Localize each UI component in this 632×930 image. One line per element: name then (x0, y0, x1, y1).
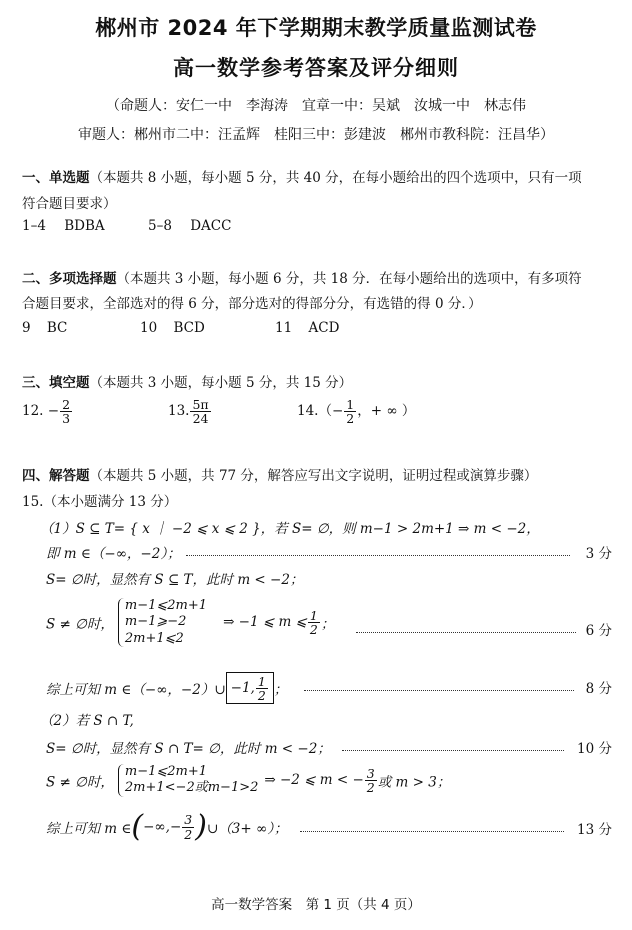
answer-value: BCD (173, 320, 205, 336)
answer-q13 (168, 398, 212, 425)
section1-desc-cont: 符合题目要求） (22, 196, 117, 212)
question-15-header: 15.（本小题满分 13 分） (22, 494, 178, 510)
question-label: 13. (168, 403, 190, 420)
fraction-numerator: 1 (309, 607, 318, 623)
case-label: S ≠ ∅时， (46, 616, 114, 633)
answer-number: 10 (140, 320, 158, 336)
implication: ⇒ −2 ⩽ m < − (264, 772, 364, 789)
interval-tail: ∪（3+ ∞）； (206, 821, 288, 837)
fraction (365, 767, 377, 794)
inequality-system (118, 764, 258, 797)
leader-dots (186, 555, 570, 556)
fraction-numerator: 1 (257, 673, 266, 689)
fraction (344, 398, 356, 425)
fraction-denominator: 2 (184, 826, 193, 842)
closed-interval (226, 672, 274, 704)
conclusion-text: 综上可知 m ∈（−∞，−2）∪ (46, 682, 226, 698)
answer-label: 5–8 (148, 218, 172, 234)
answer-value: ACD (308, 320, 340, 336)
q15-part2-case (46, 764, 450, 797)
interval-tail: 或 m > 3； (377, 774, 451, 791)
section1-answers-a (22, 218, 105, 234)
section2-heading (22, 267, 582, 287)
question-label: 12. − (22, 403, 60, 420)
inequality-system (118, 598, 207, 647)
question-label: 14.（− (297, 403, 344, 420)
proposers-line: （命题人：安仁一中 李海涛 宜章一中：吴斌 汝城一中 林志伟 (106, 98, 526, 114)
leader-dots (342, 750, 564, 751)
fraction-denominator: 2 (346, 411, 355, 427)
section2-answer (275, 320, 339, 336)
punctuation: ； (273, 682, 288, 698)
fraction-denominator: 2 (309, 621, 318, 637)
right-paren: ) (195, 809, 207, 844)
section4-title: 四、解答题 (22, 468, 90, 484)
section3-title: 三、填空题 (22, 375, 90, 391)
fraction (182, 813, 194, 840)
fraction-denominator: 2 (257, 688, 266, 703)
fraction (308, 609, 320, 636)
conclusion-text: 综上可知 m ∈ (46, 821, 132, 837)
fraction (256, 675, 268, 702)
q15-part1-line2: 即 m ∈（−∞，−2）； (46, 546, 181, 562)
section3-heading (22, 371, 352, 391)
section2-answer (140, 320, 205, 336)
leader-dots (304, 690, 574, 691)
section2-answer (22, 320, 67, 336)
leader-dots (356, 632, 576, 633)
score-8: 8 分 (585, 681, 612, 697)
q15-part2-conclusion (46, 809, 288, 844)
inequality: m−1⩽2m+1 (124, 598, 208, 613)
score-6: 6 分 (585, 623, 612, 639)
inequality: m−1⩽2m+1 (124, 764, 208, 779)
section2-title: 二、多项选择题 (22, 271, 117, 287)
q15-part1-case (46, 598, 334, 647)
fraction-numerator: 3 (184, 812, 193, 828)
left-paren: ( (131, 809, 144, 844)
implication: ⇒ −1 ⩽ m ⩽ (223, 614, 307, 631)
reviewers-line: 审题人：郴州市二中：汪孟辉 桂阳三中：彭建波 郴州市教科院：汪昌华） (78, 127, 554, 143)
section1-answers-b (148, 218, 231, 234)
answer-q14 (297, 398, 415, 425)
section1-title: 一、单选题 (22, 170, 90, 186)
section2-desc: （本题共 3 小题，每小题 6 分，共 18 分．在每小题给出的选项中，有多项符 (116, 271, 582, 287)
q15-part1-conclusion (46, 672, 287, 704)
inequality: 2m+1<−2或m−1>2 (124, 780, 259, 796)
answer-number: 11 (275, 320, 293, 336)
answer-value: BDBA (64, 218, 105, 234)
q15-part1-line1: （1）S ⊆ T= { x ｜ −2 ⩽ x ⩽ 2 }，若 S= ∅，则 m−1 > 2m+1 ⇒ m < −2， (40, 521, 540, 537)
answer-value: DACC (190, 218, 232, 234)
leader-dots (300, 831, 564, 832)
interval-lower: −1, (230, 680, 255, 696)
section4-desc: （本题共 5 小题，共 77 分，解答应写出文字说明，证明过程或演算步骤） (89, 468, 538, 484)
interval-lower: −∞,− (143, 819, 182, 835)
answer-number: 9 (22, 320, 31, 336)
q15-part2-line2: S= ∅时，显然有 S ∩ T= ∅，此时 m < −2； (46, 741, 331, 757)
fraction-numerator: 1 (346, 397, 355, 412)
inequality: m−1⩾−2 (124, 614, 187, 630)
section4-heading (22, 464, 537, 484)
page-footer: 高一数学答案 第 1 页（共 4 页） (211, 897, 421, 913)
fraction-denominator: 2 (366, 779, 375, 795)
section3-desc: （本题共 3 小题，每小题 5 分，共 15 分） (89, 375, 353, 391)
fraction (60, 398, 72, 425)
fraction-numerator: 2 (62, 397, 71, 412)
document-subtitle: 高一数学参考答案及评分细则 (173, 56, 459, 80)
answer-label: 1–4 (22, 218, 46, 234)
section2-desc-cont: 合题目要求，全部选对的得 6 分，部分选对的得部分分，有选错的得 0 分．） (22, 296, 482, 312)
score-13: 13 分 (577, 822, 612, 838)
q15-part1-line3: S= ∅时，显然有 S ⊆ T，此时 m < −2； (46, 572, 304, 588)
answer-q12 (22, 398, 73, 425)
inequality: 2m+1⩽2 (124, 630, 184, 646)
section1-desc: （本题共 8 小题，每小题 5 分，共 40 分，在每小题给出的四个选项中，只有一项 (89, 170, 582, 186)
q15-part2-line1: （2）若 S ∩ T, (40, 713, 134, 729)
interval-tail: ，+ ∞ ） (357, 403, 416, 420)
answer-value: BC (46, 320, 68, 336)
section1-heading (22, 166, 582, 186)
score-10: 10 分 (577, 741, 612, 757)
fraction (190, 398, 210, 425)
score-3: 3 分 (585, 546, 612, 562)
fraction-denominator: 24 (192, 411, 209, 427)
fraction-numerator: 5π (192, 397, 209, 412)
document-title: 郴州市 2024 年下学期期末教学质量监测试卷 (95, 16, 537, 40)
case-label: S ≠ ∅时， (46, 774, 114, 791)
fraction-denominator: 3 (62, 411, 71, 427)
punctuation: ； (320, 616, 335, 633)
fraction-numerator: 3 (366, 765, 375, 781)
